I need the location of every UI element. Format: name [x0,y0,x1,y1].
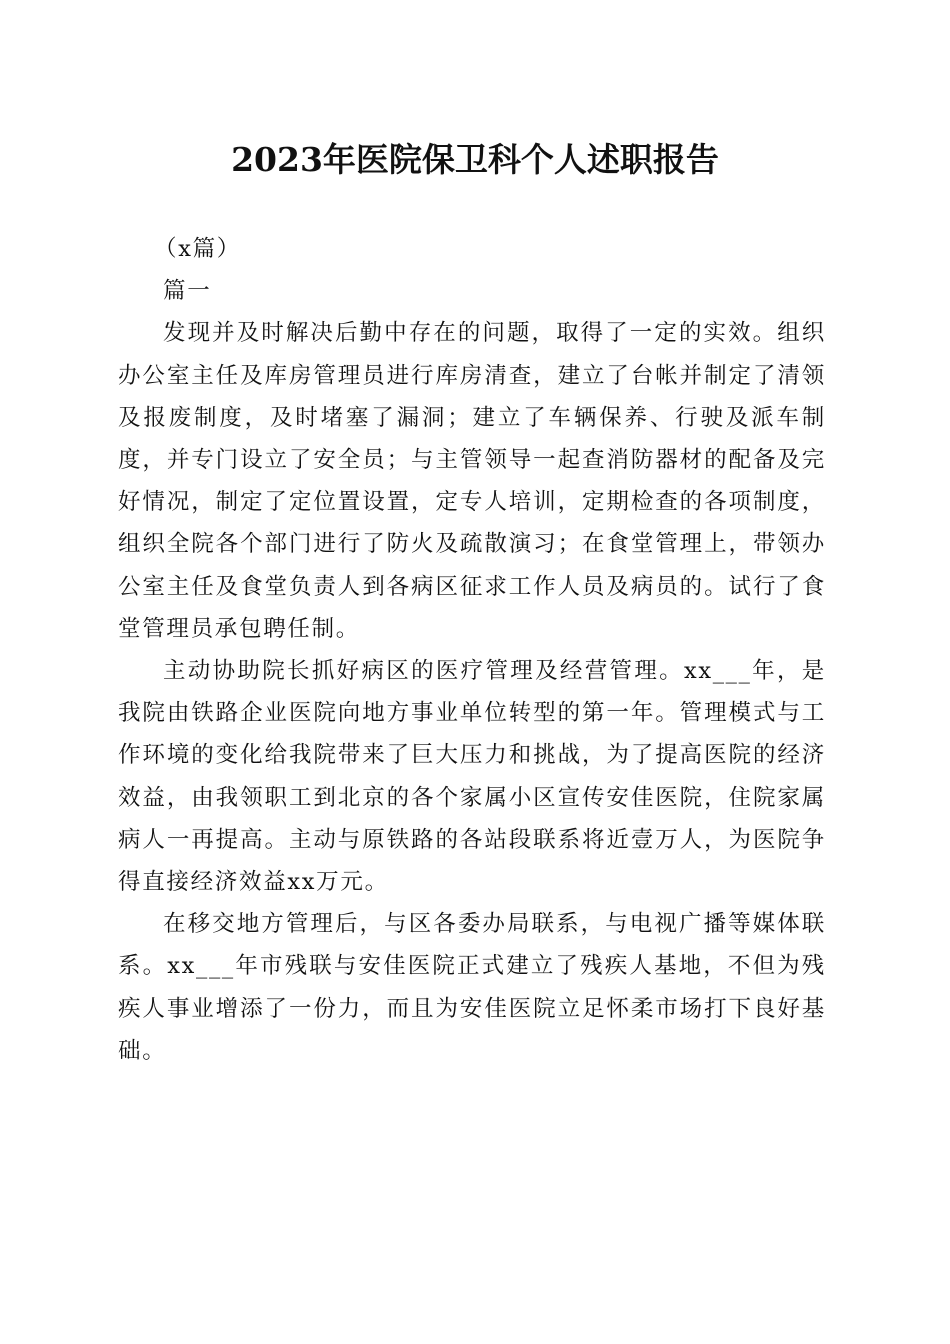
document-title: 2023年医院保卫科个人述职报告 [231,140,719,179]
document-note: （x篇） [154,236,241,262]
paragraph-2: 主动协助院长抓好病区的医疗管理及经营管理。xx___年，是我院由铁路企业医院向地方事业单位转型的第一年。管理模式与工作环境的变化给我院带来了巨大压力和挑战，为了提高医院的经济效益，由我领职工到北京的各个家属小区宣传安佳医院，住院家属病人一再提高。主动与原铁路的各站段联系将近壹万人，为医院争得直接经济效益xx万元。 [118,658,826,896]
document-body [118,228,826,1072]
section-heading: 篇一 [163,278,212,305]
paragraph-1: 发现并及时解决后勤中存在的问题，取得了一定的实效。组织办公室主任及库房管理员进行库房清查，建立了台帐并制定了清领及报废制度，及时堵塞了漏洞；建立了车辆保养、行驶及派车制度，并专门设立了安全员；与主管领导一起查消防器材的配备及完好情况，制定了定位置设置，定专人培训，定期检查的各项制度，组织全院各个部门进行了防火及疏散演习；在食堂管理上，带领办公室主任及食堂负责人到各病区征求工作人员及病员的。试行了食堂管理员承包聘任制。 [118,320,826,642]
paragraph-3: 在移交地方管理后，与区各委办局联系，与电视广播等媒体联系。xx___年市残联与安佳医院正式建立了残疾人基地，不但为残疾人事业增添了一份力，而且为安佳医院立足怀柔市场打下良好基础。 [118,911,826,1064]
